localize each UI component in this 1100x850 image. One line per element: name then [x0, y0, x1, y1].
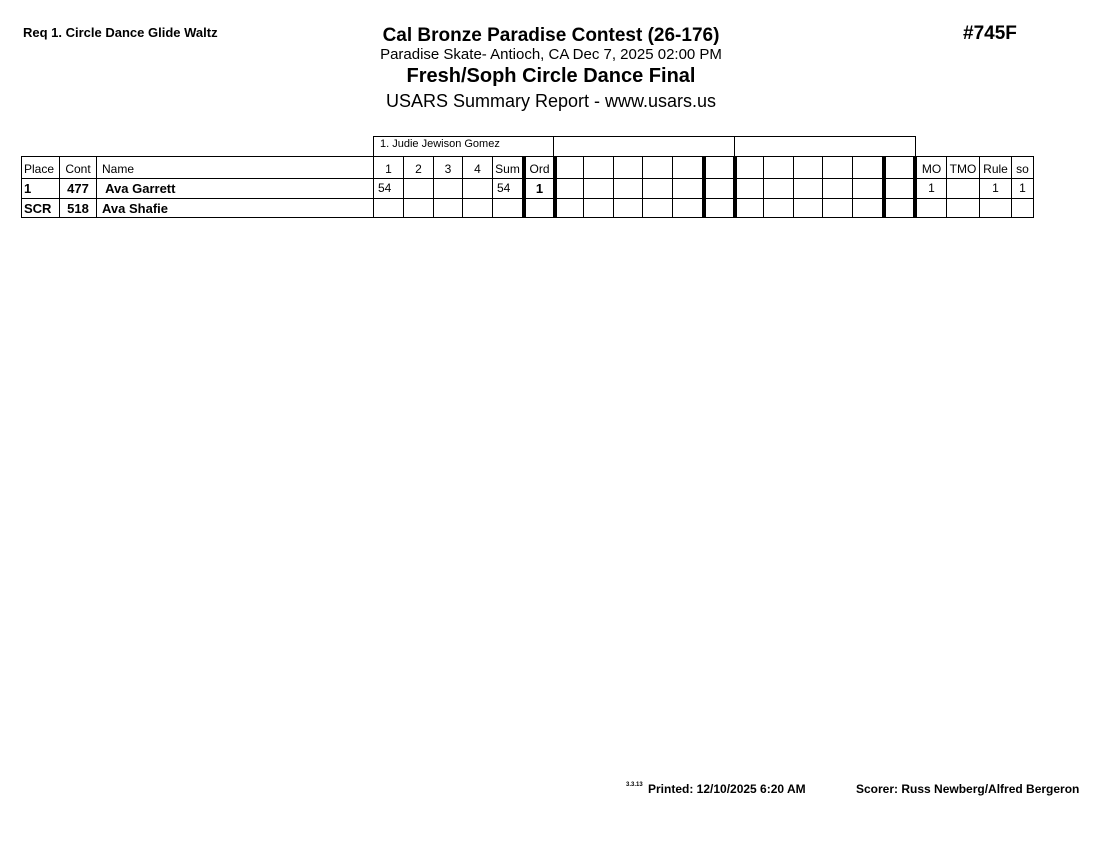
name-cell: Ava Shafie	[96, 198, 373, 218]
col-place: Place	[21, 156, 59, 178]
mo-cell: 1	[913, 178, 946, 198]
results-table	[21, 156, 1034, 218]
empty-cell	[583, 156, 613, 178]
col-tmo: TMO	[946, 156, 979, 178]
empty-cell	[613, 156, 642, 178]
empty-cell	[702, 198, 733, 218]
event-number: #745F	[963, 23, 1017, 44]
empty-cell	[672, 156, 702, 178]
place-cell: SCR	[21, 198, 59, 218]
round-3-cell	[433, 198, 462, 218]
empty-cell	[733, 198, 763, 218]
empty-cell	[733, 156, 763, 178]
empty-cell	[882, 178, 913, 198]
empty-cell	[763, 178, 793, 198]
empty-cell	[852, 156, 882, 178]
col-so: so	[1011, 156, 1034, 178]
empty-cell	[793, 178, 822, 198]
empty-cell	[642, 178, 672, 198]
empty-cell	[822, 198, 852, 218]
printed-timestamp: Printed: 12/10/2025 6:20 AM	[648, 782, 806, 796]
round-4-cell	[462, 198, 492, 218]
col-round-3: 3	[433, 156, 462, 178]
round-1-cell	[373, 198, 403, 218]
report-title: USARS Summary Report - www.usars.us	[385, 91, 717, 111]
empty-cell	[793, 156, 822, 178]
col-round-4: 4	[462, 156, 492, 178]
col-round-1: 1	[373, 156, 403, 178]
empty-cell	[733, 178, 763, 198]
empty-cell	[642, 198, 672, 218]
scorer-label: Scorer: Russ Newberg/Alfred Bergeron	[856, 782, 1080, 796]
empty-cell	[553, 178, 583, 198]
cont-cell: 518	[59, 198, 96, 218]
judge-panel-2	[553, 136, 735, 157]
empty-cell	[702, 156, 733, 178]
empty-cell	[613, 178, 642, 198]
mo-cell	[913, 198, 946, 218]
round-2-cell	[403, 198, 433, 218]
event-title: Fresh/Soph Circle Dance Final	[406, 65, 696, 87]
empty-cell	[583, 198, 613, 218]
judge-panel-3	[734, 136, 916, 157]
ord-cell	[522, 198, 553, 218]
col-ord: Ord	[522, 156, 553, 178]
empty-cell	[672, 198, 702, 218]
round-2-cell	[403, 178, 433, 198]
empty-cell	[882, 198, 913, 218]
cont-cell: 477	[59, 178, 96, 198]
col-mo: MO	[913, 156, 946, 178]
col-rule: Rule	[979, 156, 1011, 178]
empty-cell	[702, 178, 733, 198]
empty-cell	[822, 156, 852, 178]
empty-cell	[882, 156, 913, 178]
empty-cell	[553, 198, 583, 218]
empty-cell	[852, 178, 882, 198]
so-cell	[1011, 198, 1034, 218]
place-cell: 1	[21, 178, 59, 198]
ord-cell: 1	[522, 178, 553, 198]
judge-panel-1	[373, 136, 554, 157]
round-4-cell	[462, 178, 492, 198]
requirement-label: Req 1. Circle Dance Glide Waltz	[23, 25, 218, 40]
table-row	[21, 178, 1034, 198]
software-version: 3.3.13	[626, 782, 643, 788]
rule-cell	[979, 198, 1011, 218]
empty-cell	[793, 198, 822, 218]
col-sum: Sum	[492, 156, 522, 178]
table-row	[21, 198, 1034, 218]
tmo-cell	[946, 178, 979, 198]
col-name: Name	[96, 156, 373, 178]
empty-cell	[583, 178, 613, 198]
col-cont: Cont	[59, 156, 96, 178]
sum-cell: 54	[492, 178, 522, 198]
empty-cell	[642, 156, 672, 178]
empty-cell	[672, 178, 702, 198]
judge-name: 1. Judie Jewison Gomez	[380, 138, 500, 150]
contest-title: Cal Bronze Paradise Contest (26-176)	[382, 25, 720, 46]
empty-cell	[763, 198, 793, 218]
col-round-2: 2	[403, 156, 433, 178]
empty-cell	[613, 198, 642, 218]
name-cell: Ava Garrett	[96, 178, 373, 198]
tmo-cell	[946, 198, 979, 218]
rule-cell: 1	[979, 178, 1011, 198]
venue-date: Paradise Skate- Antioch, CA Dec 7, 2025 02:00 PM	[380, 46, 722, 63]
sum-cell	[492, 198, 522, 218]
round-1-cell: 54	[373, 178, 403, 198]
so-cell: 1	[1011, 178, 1034, 198]
empty-cell	[852, 198, 882, 218]
empty-cell	[553, 156, 583, 178]
empty-cell	[763, 156, 793, 178]
round-3-cell	[433, 178, 462, 198]
table-header-row	[21, 156, 1034, 178]
empty-cell	[822, 178, 852, 198]
